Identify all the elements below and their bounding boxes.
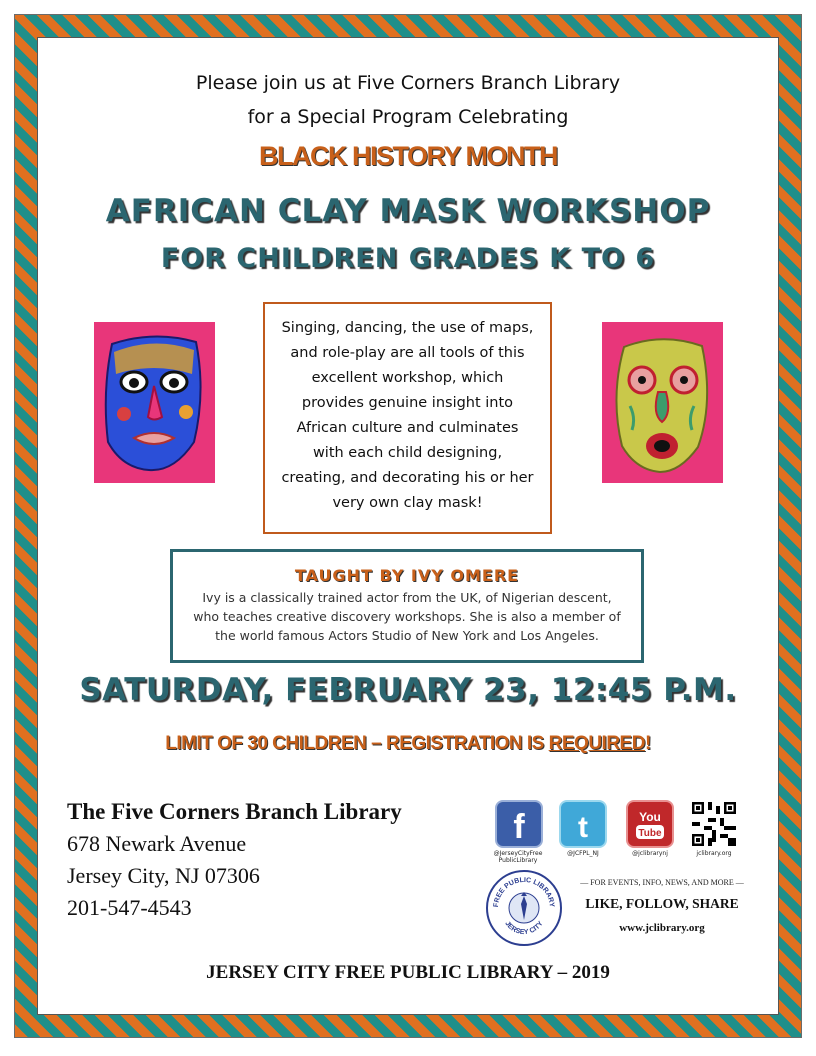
- library-address: [67, 796, 402, 924]
- library-seal-logo: [486, 870, 562, 946]
- registration-notice: [0, 733, 816, 755]
- twitter-icon[interactable]: [559, 800, 607, 848]
- youtube-word-tube: Tube: [638, 828, 662, 839]
- facebook-icon[interactable]: [495, 800, 543, 848]
- description-line: excellent workshop, which: [311, 370, 504, 386]
- seal-bottom-text: JERSEY CITY: [503, 920, 545, 937]
- instructor-heading: TAUGHT BY IVY OMERE: [294, 566, 520, 585]
- description-line: African culture and culminates: [296, 420, 519, 436]
- intro-line-2: for a Special Program Celebrating: [247, 106, 569, 128]
- svg-text:t: t: [578, 811, 588, 844]
- library-phone: 201-547-4543: [67, 895, 192, 920]
- description-line: very own clay mask!: [332, 495, 483, 511]
- description-line: with each child designing,: [312, 445, 503, 461]
- instructor-bio-line: who teaches creative discovery workshops. She is also a member of: [193, 609, 621, 624]
- intro-line-1: Please join us at Five Corners Branch Library: [195, 72, 621, 94]
- registration-notice-text: LIMIT OF 30 CHILDREN – REGISTRATION IS: [165, 733, 549, 754]
- event-title: AFRICAN CLAY MASK WORKSHOP: [105, 193, 711, 229]
- event-subtitle: FOR CHILDREN GRADES K TO 6: [160, 243, 656, 274]
- youtube-handle[interactable]: @jclibrarynj: [632, 850, 668, 857]
- description-line: and role-play are all tools of this: [290, 345, 525, 361]
- twitter-handle[interactable]: @JCFPL_NJ: [567, 850, 599, 857]
- instructor-box: [170, 549, 644, 663]
- description-line: creating, and decorating his or her: [281, 470, 534, 486]
- instructor-bio-line: Ivy is a classically trained actor from the UK, of Nigerian descent,: [202, 590, 612, 605]
- green-clay-mask-image: [602, 322, 723, 483]
- social-call-to-action: LIKE, FOLLOW, SHARE: [585, 896, 739, 911]
- footer-text: JERSEY CITY FREE PUBLIC LIBRARY – 2019: [206, 962, 610, 983]
- library-website-link[interactable]: www.jclibrary.org: [619, 922, 705, 934]
- social-tagline: — FOR EVENTS, INFO, NEWS, AND MORE —: [580, 878, 744, 887]
- instructor-bio-line: the world famous Actors Studio of New York and Los Angeles.: [215, 628, 599, 643]
- library-street: 678 Newark Avenue: [67, 831, 247, 856]
- facebook-handle[interactable]: @JerseyCityFree PublicLibrary: [493, 850, 543, 864]
- required-emphasis: REQUIRED: [548, 733, 645, 754]
- svg-text:f: f: [513, 808, 525, 846]
- registration-notice-end: !: [644, 733, 651, 754]
- youtube-word-you: You: [639, 810, 661, 824]
- qr-code-label[interactable]: jclibrary.org: [696, 850, 732, 857]
- blue-clay-mask-image: [94, 322, 215, 483]
- description-line: provides genuine insight into: [301, 395, 514, 411]
- library-name: The Five Corners Branch Library: [67, 799, 402, 824]
- qr-code-icon[interactable]: [692, 802, 736, 846]
- seal-top-text: FREE PUBLIC LIBRARY: [492, 876, 556, 908]
- youtube-icon[interactable]: [626, 800, 674, 848]
- description-line: Singing, dancing, the use of maps,: [281, 320, 534, 336]
- workshop-description-box: [263, 302, 552, 534]
- theme-heading: BLACK HISTORY MONTH: [258, 141, 557, 171]
- library-city: Jersey City, NJ 07306: [67, 863, 260, 888]
- event-date: SATURDAY, FEBRUARY 23, 12:45 P.M.: [79, 672, 737, 708]
